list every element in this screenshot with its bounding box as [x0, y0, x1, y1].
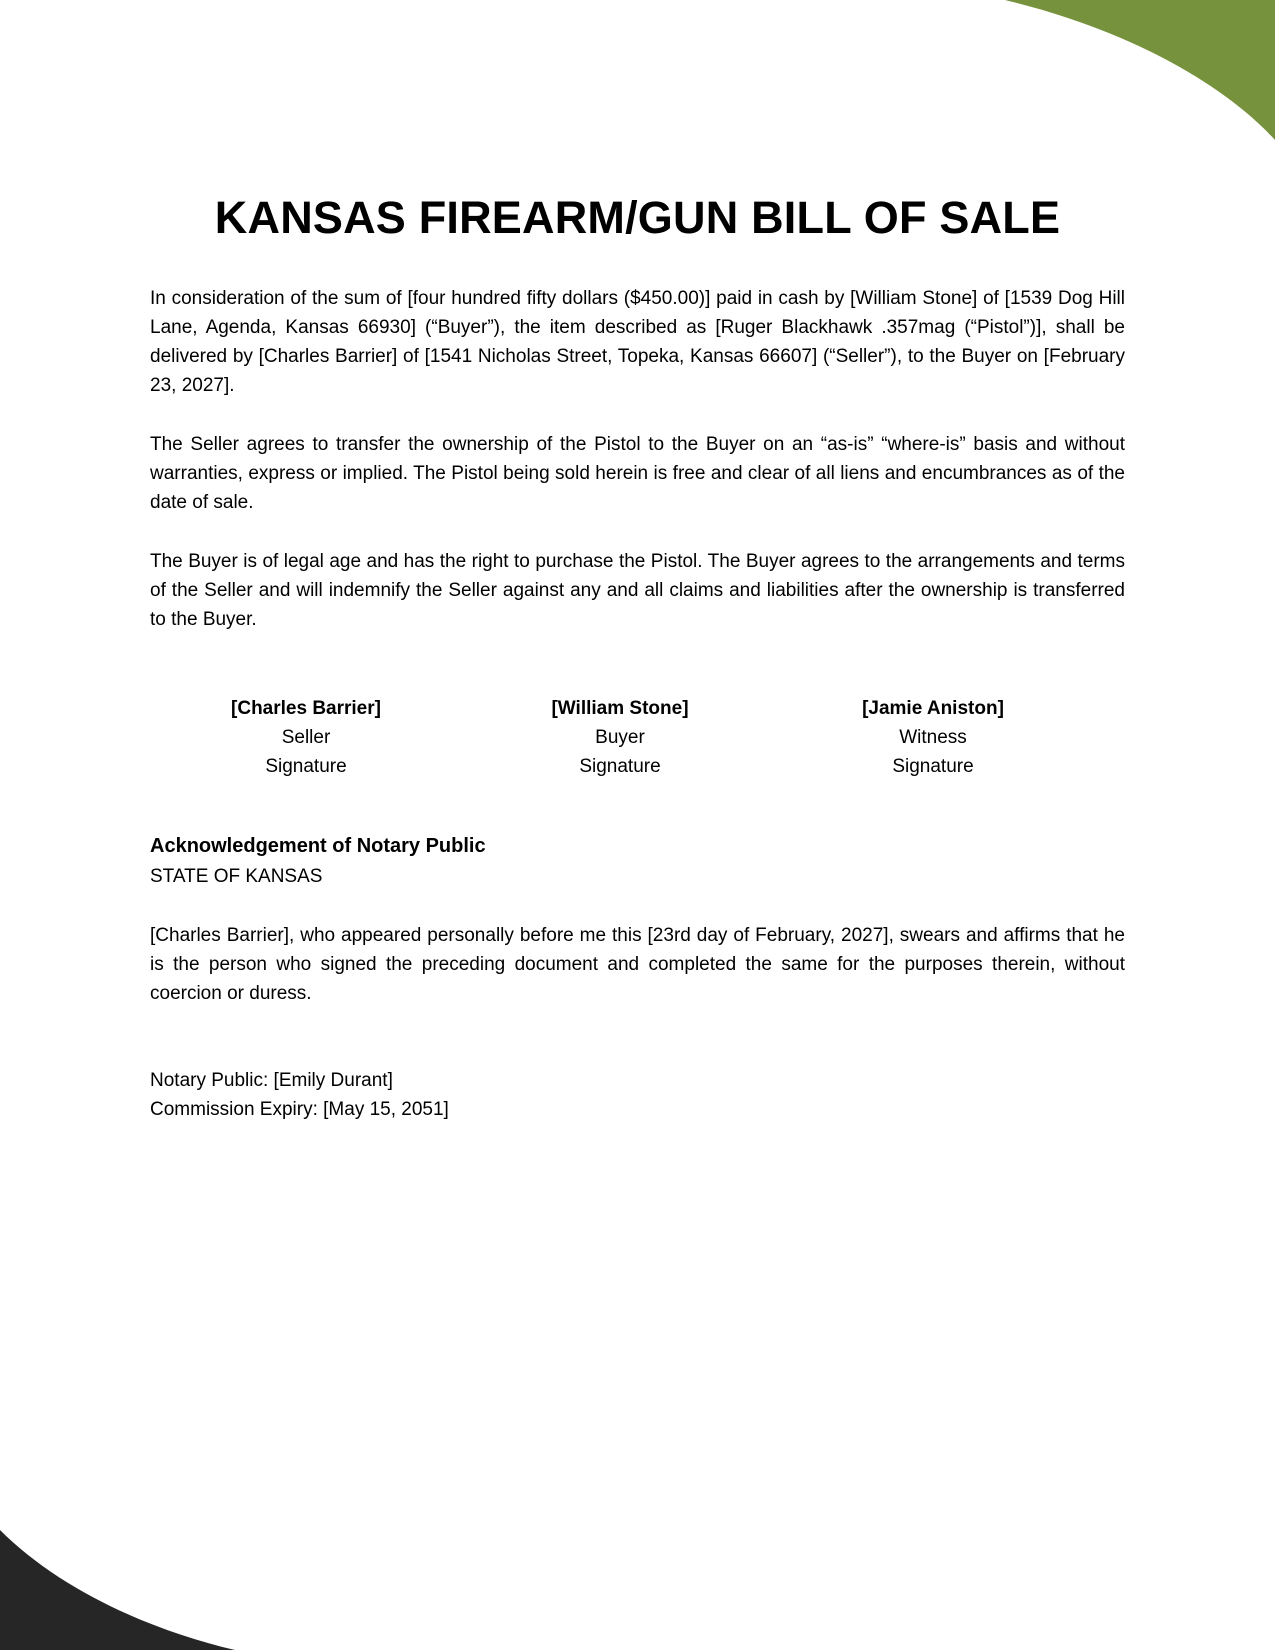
buyer-agreement-paragraph: The Buyer is of legal age and has the right to purchase the Pistol. The Buyer agrees to the arrangements and terms of the Seller and will indemnify the Seller against any and all claims and liabilities after the ownership is transferred to the Buyer.: [150, 551, 1125, 630]
buyer-signature: [490, 694, 750, 781]
bottom-left-dark-swoosh: [0, 1530, 235, 1650]
transfer-paragraph: The Seller agrees to transfer the ownership of the Pistol to the Buyer on an “as-is” “where-is” basis and without warranties, express or implied. The Pistol being sold herein is free and clear of all liens and encumbrances as of the date of sale.: [150, 434, 1125, 513]
signer-role: Seller: [281, 727, 331, 748]
signer-name: [Charles Barrier]: [231, 698, 381, 719]
signer-role: Buyer: [595, 727, 645, 748]
signer-name: [Jamie Aniston]: [862, 698, 1004, 719]
notary-heading: Acknowledgement of Notary Public: [150, 835, 486, 857]
notary-state: STATE OF KANSAS: [150, 866, 323, 887]
signature-block: [150, 694, 1125, 784]
signer-name: [William Stone]: [551, 698, 689, 719]
consideration-paragraph: In consideration of the sum of [four hundred fifty dollars ($450.00)] paid in cash by [William Stone] of [1539 Dog Hill Lane, Agenda, Kansas 66930] (“Buyer”), the item described as [Ruger Blackhawk .357mag (“Pistol”)], shall be delivered by [Charles Barrier] of [1541 Nicholas Street, Topeka, Kansas 66607] (“Seller”), to the Buyer on [February 23, 2027].: [150, 288, 1125, 396]
notary-statement: [Charles Barrier], who appeared personally before me this [23rd day of February, 2027], swears and affirms that he is the person who signed the preceding document and completed the same for the purposes therein, without coercion or duress.: [150, 925, 1125, 1004]
notary-public-name: Notary Public: [Emily Durant]: [150, 1070, 393, 1091]
signer-role: Witness: [899, 727, 967, 748]
signature-label: Signature: [892, 756, 974, 777]
signature-label: Signature: [579, 756, 661, 777]
top-right-green-swoosh: [1005, 0, 1275, 140]
seller-signature: [176, 694, 436, 781]
commission-expiry: Commission Expiry: [May 15, 2051]: [150, 1099, 449, 1120]
witness-signature: [803, 694, 1063, 781]
signature-label: Signature: [265, 756, 347, 777]
document-title: KANSAS FIREARM/GUN BILL OF SALE: [214, 192, 1061, 243]
